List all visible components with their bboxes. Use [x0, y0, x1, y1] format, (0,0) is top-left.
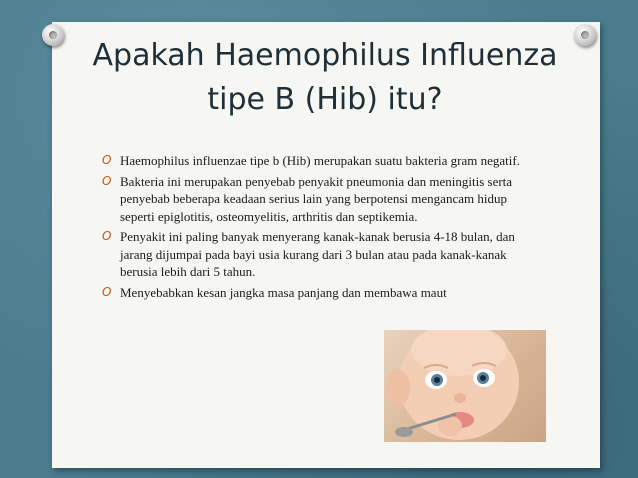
- bullet-item: [102, 152, 527, 170]
- baby-photo: [384, 330, 546, 442]
- bullet-marker-icon: O: [102, 229, 112, 243]
- bullet-marker-icon: O: [102, 173, 112, 188]
- pin-icon: [42, 24, 64, 46]
- bullet-marker-icon: O: [102, 153, 112, 167]
- bullet-item: [102, 173, 527, 226]
- bullet-item: [102, 284, 527, 302]
- bullet-item: [102, 228, 527, 281]
- baby-illustration: [384, 330, 546, 442]
- bullet-list: [102, 152, 527, 304]
- slide-title: Apakah Haemophilus Influenza tipe B (Hib) itu?: [92, 38, 558, 117]
- bullet-text: Penyakit ini paling banyak menyerang kanak-kanak berusia 4-18 bulan, dan jarang dijumpai pada bayi usia kurang dari 3 bulan atau pada kanak-kanak berusia lebih dari 5 tahun.: [120, 229, 515, 279]
- bullet-marker-icon: O: [102, 284, 112, 299]
- bullet-text: Menyebabkan kesan jangka masa panjang dan membawa maut: [120, 284, 447, 300]
- bullet-text: Haemophilus influenzae tipe b (Hib) merupakan suatu bakteria gram negatif.: [120, 153, 520, 168]
- bullet-text: Bakteria ini merupakan penyebab penyakit pneumonia dan meningitis serta penyebab beberapa keadaan serius lain yang berpotensi mengancam hidup seperti epiglotitis, osteomyelitis, arthritis dan septikemia.: [120, 173, 513, 224]
